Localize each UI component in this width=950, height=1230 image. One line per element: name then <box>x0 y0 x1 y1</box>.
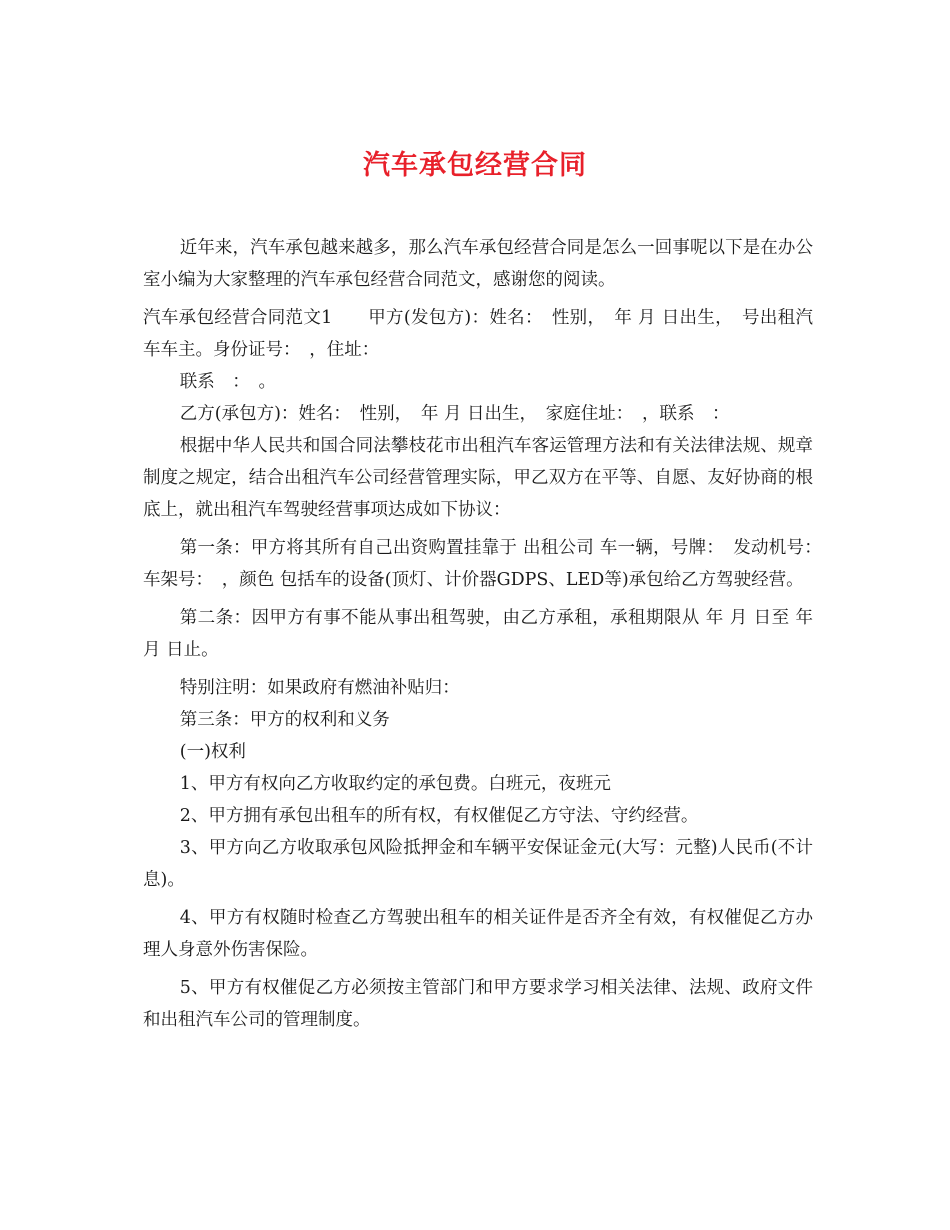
basis-paragraph: 根据中华人民共和国合同法攀枝花市出租汽车客运管理方法和有关法律法规、规章制度之规定，结合出租汽车公司经营管理实际，甲乙双方在平等、自愿、友好协商的根底上，就出租汽车驾驶经营事项达成如下协议： <box>143 436 813 520</box>
special-note: 特别注明：如果政府有燃油补贴归： <box>179 678 460 698</box>
right-item-1: 1、甲方有权向乙方收取约定的承包费。白班元，夜班元 <box>179 774 611 794</box>
right-item-3: 3、甲方向乙方收取承包风险抵押金和车辆平安保证金元(大写：元整)人民币(不计息)。 <box>143 838 813 890</box>
article-3-heading: 第三条：甲方的权利和义务 <box>179 710 390 730</box>
party-a-paragraph: 汽车承包经营合同范文1 甲方(发包方)：姓名： 性别， 年 月 日出生， 号出租汽车车主。身份证号： ，住址： <box>143 308 813 360</box>
right-item-4: 4、甲方有权随时检查乙方驾驶出租车的相关证件是否齐全有效，有权催促乙方办理人身意外伤害保险。 <box>143 908 813 960</box>
party-a-contact: 联系 ： 。 <box>179 372 276 392</box>
article-2: 第二条：因甲方有事不能从事出租驾驶，由乙方承租，承租期限从 年 月 日至 年 月 日止。 <box>143 608 813 660</box>
article-1: 第一条：甲方将其所有自己出资购置挂靠于 出租公司 车一辆，号牌： 发动机号： 车架号： ，颜色 包括车的设备(顶灯、计价器GDPS、LED等)承包给乙方驾驶经营。 <box>143 538 831 590</box>
party-b-paragraph: 乙方(承包方)：姓名： 性别， 年 月 日出生， 家庭住址： ，联系 ： <box>179 404 730 424</box>
right-item-5: 5、甲方有权催促乙方必须按主管部门和甲方要求学习相关法律、法规、政府文件和出租汽车公司的管理制度。 <box>143 978 813 1030</box>
document-title: 汽车承包经营合同 <box>363 150 587 182</box>
document-body <box>143 232 831 1036</box>
right-item-2: 2、甲方拥有承包出租车的所有权，有权催促乙方守法、守约经营。 <box>179 806 699 826</box>
rights-heading: (一)权利 <box>179 742 246 762</box>
intro-paragraph: 近年来，汽车承包越来越多，那么汽车承包经营合同是怎么一回事呢以下是在办公室小编为大家整理的汽车承包经营合同范文，感谢您的阅读。 <box>143 238 813 290</box>
